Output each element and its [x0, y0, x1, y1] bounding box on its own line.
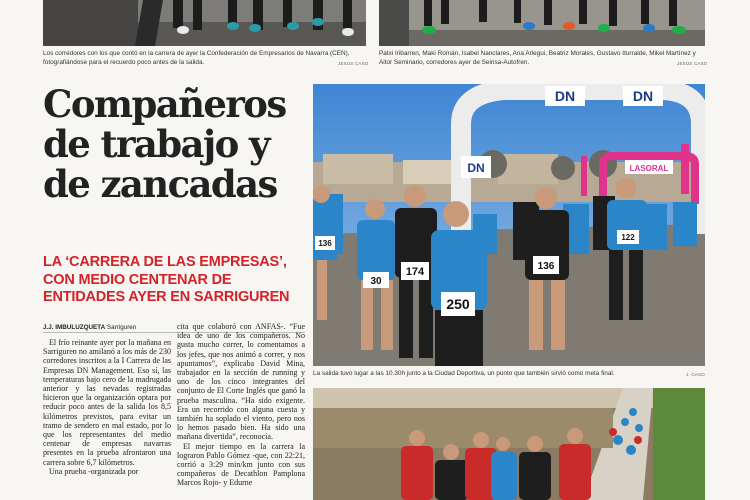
- race-bib-number: 122: [621, 233, 635, 242]
- race-bib-number: 136: [318, 239, 332, 248]
- main-photo-caption-text: La salida tuvo lugar a las 10.30h junto a la Ciudad Deportiva, un punto que también sirvió como meta final.: [313, 370, 615, 377]
- race-bib-number: 30: [370, 276, 382, 287]
- body-paragraph: El frío reinante ayer por la mañana en Sarriguren no amilanó a los más de 230 corredores inscritos a la I Carrera de las Empresas DN Management. Eso sí, las temperaturas bajo cero de la madrugada anterior y las nevadas registradas hicieron que la organización optara por reducir poco antes de la salida los 8,5 kilómetros previstos, para evitar un tramo de sendero en mal estado, por lo que los representantes del medio centenar de empresas navarras presentes en la prueba afrontaron una carrera sobre 6,7 kilómetros.: [43, 338, 171, 467]
- body-column-2: [177, 322, 305, 500]
- top-right-caption: [379, 50, 705, 67]
- photo-credit: JESÚS CASO: [677, 61, 708, 66]
- body-paragraph: Una prueba -organizada por: [49, 466, 139, 476]
- main-race-photo: [313, 84, 705, 366]
- photo-credit: J. CASO: [686, 372, 705, 377]
- top-right-photo: [379, 0, 705, 46]
- race-bib-number: 250: [446, 296, 470, 312]
- race-bib-number: 136: [537, 261, 555, 272]
- top-left-caption-text: Los corredores con los que contó en la carrera de ayer la Confederación de Empresarios de Navarra (CEN), fotografiándose para el recuerdo poco antes de la salida.: [43, 50, 350, 66]
- bottom-race-photo: [313, 388, 705, 500]
- runners-team-image: [379, 0, 705, 46]
- byline-place: Sarriguren: [106, 324, 137, 331]
- article-headline: Compañeros de trabajo y de zancadas: [43, 82, 286, 206]
- byline: [43, 324, 136, 331]
- body-paragraph: cita que colaboró con ANFAS-. “Fue idea de uno de los compañeros. No gusta mucho correr, lo comentamos a los jefes, que nos animó a correr, y nos apuntamos”, explicaba David Mina, trabajador en la sección de running y uno de los cinco integrantes del conjunto de El Corte Inglés que ganó la prueba masculina. “Ha sido exigente. Era un recorrido con alguna cuesta y también ha soplado el viento, pero nos lo hemos pasado bien. Ha sido una mañana divertida”, reconocía.: [177, 322, 305, 442]
- banner-text: LASORAL: [629, 164, 669, 173]
- runners-group-image: [43, 0, 366, 46]
- top-right-caption-text: Patxi Iribarren, Maki Román, Isabel Nanclares, Ana Arlegui, Beatriz Morales, Gustavo Iturralde, Mikel Martínez y Aitor Seminario, corredores ayer de Seinsa-Autofren.: [379, 50, 696, 66]
- arch-logo-text: DN: [467, 161, 485, 175]
- arch-logo-text: DN: [632, 88, 654, 104]
- article-subheadline: LA ‘CARRERA DE LAS EMPRESAS’, CON MEDIO CENTENAR DE ENTIDADES AYER EN SARRIGUREN: [43, 254, 290, 305]
- trail-runners-image: [313, 388, 705, 500]
- race-start-image: [313, 84, 705, 366]
- arch-logo-text: DN: [554, 88, 576, 104]
- body-paragraph: El mejor tiempo en la carrera la lograron Pablo Gómez -que, con 22:21, corrió a 3:29 min/km junto con sus compañeros de Decathlon Pamplona Marcos Rojo- y Edurne: [177, 441, 305, 488]
- main-photo-caption: [313, 370, 705, 379]
- byline-author: J.J. IMBULUZQUETA: [43, 324, 106, 331]
- top-left-caption: [43, 50, 366, 67]
- top-left-photo: [43, 0, 366, 46]
- body-column-1: [43, 338, 171, 500]
- race-bib-number: 174: [405, 266, 425, 278]
- photo-credit: JESÚS CASO: [338, 61, 369, 66]
